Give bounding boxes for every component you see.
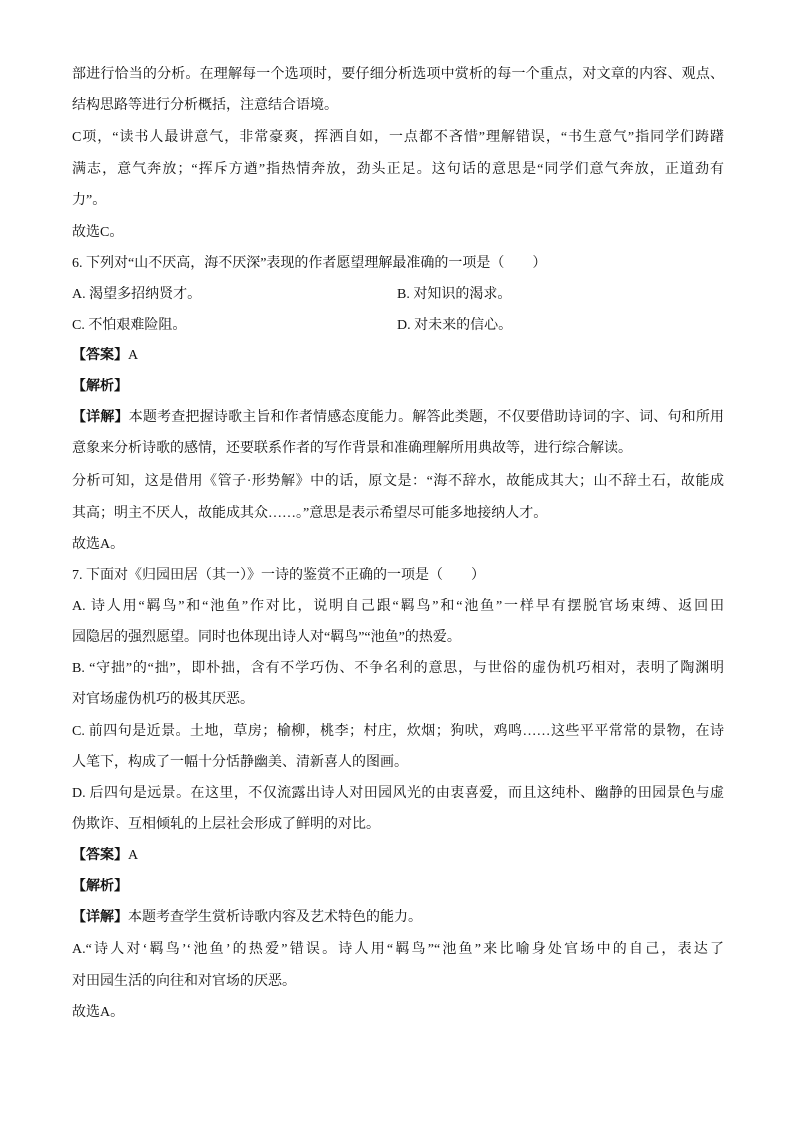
q6-detail-line: 分析可知，这是借用《管子·形势解》中的话，原文是：“海不辞水，故能成其大；山不辞土石，故能成 <box>72 474 724 489</box>
q6-detail-line: 其高；明主不厌人，故能成其众……。”意思是表示希望尽可能多地接纳人才。 <box>72 506 548 521</box>
q7-option-a-line: 园隐居的强烈愿望。同时也体现出诗人对“羁鸟”“池鱼”的热爱。 <box>72 630 461 645</box>
q7-option-b-line: 对官场虚伪机巧的极其厌恶。 <box>72 692 254 707</box>
answer-label: 【答案】 <box>72 348 128 363</box>
q7-analysis-heading <box>72 878 724 898</box>
q6-option-d: D. 对未来的信心。 <box>397 318 513 333</box>
q6-answer <box>72 347 724 367</box>
q5-option-c-explanation-line: 力”。 <box>72 193 107 208</box>
q7-option-c-line: 人笔下，构成了一幅十分恬静幽美、清新喜人的图画。 <box>72 755 408 770</box>
detail-text: 本题考查把握诗歌主旨和作者情感态度能力。解答此类题，不仅要借助诗词的字、词、句和所用 <box>128 410 724 425</box>
detail-label: 【详解】 <box>72 910 128 925</box>
q6-stem: 6. 下列对“山不厌高，海不厌深”表现的作者愿望理解最准确的一项是（ ） <box>72 256 547 271</box>
detail-label: 【详解】 <box>72 410 129 425</box>
q7-answer <box>72 847 724 867</box>
q7-option-d-line: D. 后四句是远景。在这里，不仅流露出诗人对田园风光的由衷喜爱，而且这纯朴、幽静的田园景色与虚 <box>72 786 724 801</box>
q5-analysis-line: 部进行恰当的分析。在理解每一个选项时，要仔细分析选项中赏析的每一个重点，对文章的内容、观点、 <box>72 67 724 82</box>
q6-option-a: A. 渴望多招纳贤才。 <box>72 287 202 302</box>
answer-value: A <box>128 348 139 363</box>
answer-label: 【答案】 <box>72 848 128 863</box>
q7-option-a-line: A. 诗人用“羁鸟”和“池鱼”作对比，说明自己跟“羁鸟”和“池鱼”一样早有摆脱官场束缚、返回田 <box>72 599 724 614</box>
q6-choice: 故选A。 <box>72 537 125 552</box>
q5-analysis-line: 结构思路等进行分析概括，注意结合语境。 <box>72 98 338 113</box>
q6-detail-line <box>72 409 724 429</box>
answer-value: A <box>128 848 139 863</box>
analysis-label: 【解析】 <box>72 379 128 394</box>
q7-option-b-line: B. “守拙”的“拙”，即朴拙，含有不学巧伪、不争名利的意思，与世俗的虚伪机巧相对，表明了陶渊明 <box>72 661 724 676</box>
q6-option-b: B. 对知识的渴求。 <box>397 287 512 302</box>
q6-option-c: C. 不怕艰难险阻。 <box>72 318 187 333</box>
analysis-label: 【解析】 <box>72 879 128 894</box>
q6-detail-line: 意象来分析诗歌的感情，还要联系作者的写作背景和准确理解所用典故等，进行综合解读。 <box>72 441 632 456</box>
detail-text: 本题考查学生赏析诗歌内容及艺术特色的能力。 <box>128 910 422 925</box>
q5-option-c-explanation-line: C项，“读书人最讲意气，非常豪爽，挥洒自如，一点都不吝惜”理解错误，“书生意气”指同学们踌躇 <box>72 130 724 145</box>
q7-choice: 故选A。 <box>72 1005 125 1020</box>
q7-option-c-line: C. 前四句是近景。土地，草房；榆柳，桃李；村庄，炊烟；狗吠，鸡鸣……这些平平常常的景物，在诗 <box>72 724 724 739</box>
q6-analysis-heading <box>72 378 724 398</box>
q7-explanation-line: 对田园生活的向往和对官场的厌恶。 <box>72 974 296 989</box>
q7-detail-line <box>72 909 724 929</box>
q5-choice: 故选C。 <box>72 225 124 240</box>
q7-explanation-line: A.“诗人对‘羁鸟’‘池鱼’的热爱”错误。诗人用“羁鸟”“池鱼”来比喻身处官场中的自己，表达了 <box>72 942 724 957</box>
q7-stem: 7. 下面对《归园田居（其一）》一诗的鉴赏不正确的一项是（ ） <box>72 568 485 583</box>
q7-option-d-line: 伪欺诈、互相倾轧的上层社会形成了鲜明的对比。 <box>72 817 380 832</box>
q5-option-c-explanation-line: 满志，意气奔放；“挥斥方遒”指热情奔放，劲头正足。这句话的意思是“同学们意气奔放，正道劲有 <box>72 162 724 177</box>
